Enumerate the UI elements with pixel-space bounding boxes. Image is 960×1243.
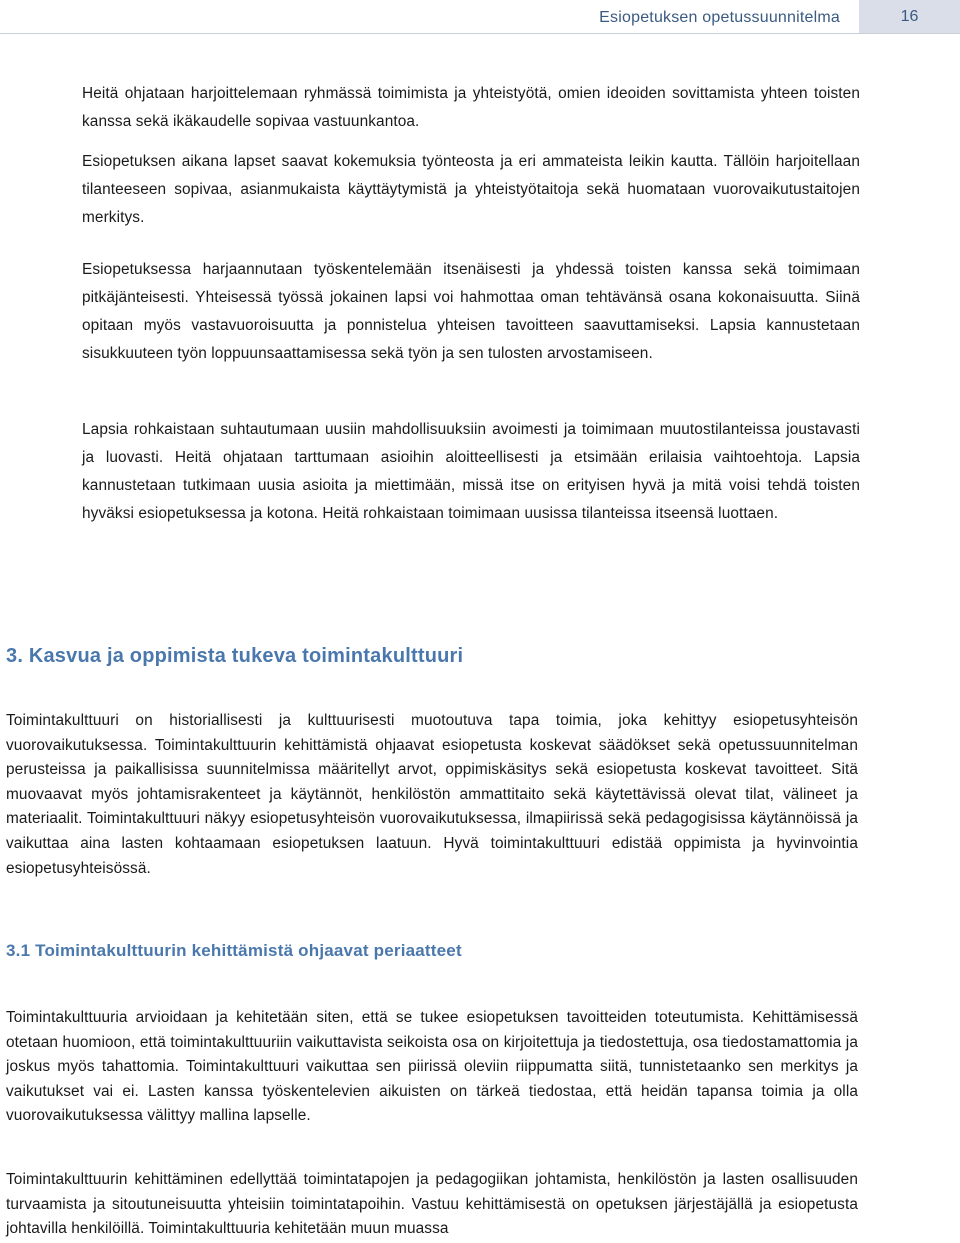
section-3-1-paragraph-2: Toimintakulttuurin kehittäminen edellyttää toimintatapojen ja pedagogiikan johtamista, henkilöstön ja lasten osallisuuden turvaamista ja sitoutuneisuutta yhteisiin toimintatapoihin. Vastuu kehittämisestä on opetuksen järjestäjällä ja esiopetusta johtavilla henkilöillä. Toimintakulttuuria kehitetään muun muassa xyxy=(6,1171,858,1238)
section-3-1-paragraph-1: Toimintakulttuuria arvioidaan ja kehitetään siten, että se tukee esiopetuksen tavoitteiden toteutumista. Kehittämisessä otetaan huomioon, että toimintakulttuuriin vaikuttavista seikoista osa on kirjoitettuja ja tiedostettuja, osa tiedostamattomia ja joskus myös tahattomia. Toimintakulttuuri vaikuttaa sen piirissä oleviin riippumatta siitä, tunnistetaanko sen merkitys ja vaikutukset vai ei. Lasten kanssa työskentelevien aikuisten on tärkeä tiedostaa, että heidän tapansa toimia ja olla vuorovaikutuksessa välittyy mallina lapselle. xyxy=(6,1009,858,1125)
header-divider xyxy=(0,33,960,34)
intro-paragraph-4: Lapsia rohkaistaan suhtautumaan uusiin mahdollisuuksiin avoimesti ja toimimaan muutostilanteissa joustavasti ja luovasti. Heitä ohjataan tarttumaan asioihin aloitteellisesti ja etsimään erilaisia vaihtoehtoja. Lapsia kannustetaan tutkimaan uusia asioita ja miettimään, missä itse on erityisen hyvä ja mitä voisi tehdä toisten hyväksi esiopetuksessa ja kotona. Heitä rohkaistaan toimimaan uusissa tilanteissa itseensä luottaen. xyxy=(82,421,860,522)
page-header xyxy=(0,0,960,34)
section-3-heading: 3. Kasvua ja oppimista tukeva toimintakulttuuri xyxy=(6,645,464,667)
page-number-badge: 16 xyxy=(859,0,960,33)
intro-paragraph-1: Heitä ohjataan harjoittelemaan ryhmässä toimimista ja yhteistyötä, omien ideoiden sovittamista yhteen toisten kanssa sekä ikäkaudelle sopivaa vastuunkantoa. xyxy=(82,85,860,130)
document-title: Esiopetuksen opetussuunnitelma xyxy=(599,9,840,26)
intro-paragraph-2: Esiopetuksen aikana lapset saavat kokemuksia työnteosta ja eri ammateista leikin kautta. Tällöin harjoitellaan tilanteeseen sopivaa, asianmukaista käyttäytymistä ja yhteistyötaitoja sekä huomataan vuorovaikutustaitojen merkitys. xyxy=(82,153,860,226)
intro-paragraph-3: Esiopetuksessa harjaannutaan työskentelemään itsenäisesti ja yhdessä toisten kanssa sekä toimimaan pitkäjänteisesti. Yhteisessä työssä jokainen lapsi voi hahmottaa oman tehtävänsä osana kokonaisuutta. Siinä opitaan myös vastavuoroisuutta ja ponnistelua yhteisen tavoitteen saavuttamiseksi. Lapsia kannustetaan sisukkuuteen työn loppuunsaattamisessa sekä työn ja sen tulosten arvostamiseen. xyxy=(82,261,860,362)
section-3-1-heading: 3.1 Toimintakulttuurin kehittämistä ohjaavat periaatteet xyxy=(6,941,462,960)
section-3-paragraph: Toimintakulttuuri on historiallisesti ja kulttuurisesti muotoutuva tapa toimia, joka kehittyy esiopetusyhteisön vuorovaikutuksessa. Toimintakulttuurin kehittämistä ohjaavat esiopetusta koskevat säädökset sekä opetussuunnitelman perusteissa ja paikallisissa suunnitelmissa määritellyt arvot, oppimiskäsitys sekä esiopetusta koskevat tavoitteet. Sitä muovaavat myös johtamisrakenteet ja käytännöt, henkilöstön ammattitaito sekä käytettävissä olevat tilat, välineet ja materiaalit. Toimintakulttuuri näkyy esiopetusyhteisön vuorovaikutuksessa, ilmapiirissä sekä pedagogisissa käytännöissä ja vaikuttaa aina lasten kohtaamaan esiopetuksen laatuun. Hyvä toimintakulttuuri edistää oppimista ja hyvinvointia esiopetusyhteisössä. xyxy=(6,712,858,877)
